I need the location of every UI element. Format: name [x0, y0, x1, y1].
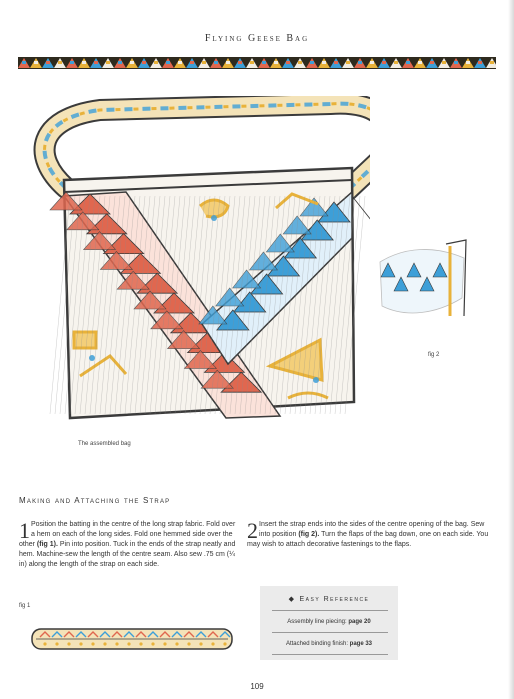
easy-reference-box — [260, 586, 398, 660]
band-block — [46, 61, 50, 64]
band-block — [466, 61, 470, 64]
strap-dot — [67, 642, 70, 645]
band-block — [274, 61, 278, 64]
easy-reference-title — [260, 595, 398, 603]
band-block — [250, 61, 254, 64]
fig1-strap-illustration — [28, 624, 238, 654]
band-block — [190, 61, 194, 64]
band-block — [70, 61, 74, 64]
band-block — [358, 61, 362, 64]
assembled-bag-illustration — [30, 96, 370, 426]
band-block — [478, 61, 482, 64]
band-block — [346, 61, 350, 64]
band-block — [334, 61, 338, 64]
step-1-fig-ref: (fig 1). — [36, 541, 58, 548]
strap-dot — [103, 642, 106, 645]
band-block — [142, 61, 146, 64]
strap-dot — [199, 642, 202, 645]
step-1-number: 1 — [19, 518, 30, 543]
band-block — [58, 61, 62, 64]
step-1-text-b: Pin into position. Tuck in the ends of the strap neatly and hem. Machine-sew the length of the centre seam. Also sew .75 cm (¼ in) along the length of the strap on each side. — [19, 541, 236, 568]
band-block — [202, 61, 206, 64]
band-block — [370, 61, 374, 64]
strap-dot — [91, 642, 94, 645]
reference-item-label: Attached binding finish: — [285, 641, 350, 647]
band-block — [34, 61, 38, 64]
strap-dot — [139, 642, 142, 645]
band-block — [154, 61, 158, 64]
band-block — [166, 61, 170, 64]
band-block — [298, 61, 302, 64]
page-number: 109 — [250, 682, 264, 691]
band-block — [454, 61, 458, 64]
step-1-paragraph — [19, 520, 241, 570]
band-block — [322, 61, 326, 64]
band-block — [178, 61, 182, 64]
band-block — [238, 61, 242, 64]
strap-dot — [127, 642, 130, 645]
band-block — [106, 61, 110, 64]
strap-dot — [115, 642, 118, 645]
band-block — [94, 61, 98, 64]
band-block — [490, 61, 494, 64]
band-block — [418, 61, 422, 64]
band-block — [310, 61, 314, 64]
strap-dot — [175, 642, 178, 645]
band-block — [262, 61, 266, 64]
band-block — [82, 61, 86, 64]
divider — [272, 654, 388, 655]
divider — [272, 632, 388, 633]
bag-caption: The assembled bag — [78, 441, 131, 447]
fig2-leader-line — [352, 196, 370, 254]
fig1-label: fig 1 — [19, 603, 31, 609]
reference-item — [260, 641, 398, 647]
strap-dot — [187, 642, 190, 645]
strap-dot — [55, 642, 58, 645]
strap-dot — [79, 642, 82, 645]
step-1-text-a: Position the batting in the centre of the long strap fabric. Fold over a hem on each of the long sides. Fold one hemmed side over the other — [19, 521, 236, 548]
reference-item-page: page 20 — [348, 619, 371, 625]
band-block — [442, 61, 446, 64]
band-block — [430, 61, 434, 64]
band-block — [226, 61, 230, 64]
fig2-detail-illustration — [376, 236, 468, 322]
band-block — [214, 61, 218, 64]
strap-dot — [211, 642, 214, 645]
band-block — [286, 61, 290, 64]
step-2-text-a: Insert the strap ends into the sides of the centre opening of the bag. Sew into position — [259, 521, 485, 538]
running-header: Flying Geese Bag — [204, 33, 310, 44]
diamond-icon: ◆ — [288, 596, 296, 603]
reference-item-page: page 33 — [349, 641, 373, 647]
section-heading: Making and Attaching the Strap — [19, 496, 171, 505]
fig2-label: fig 2 — [428, 352, 440, 358]
strap-dot — [223, 642, 226, 645]
easy-reference-title-text: Easy Reference — [299, 596, 370, 603]
page-edge-shadow — [508, 0, 514, 699]
band-block — [22, 61, 26, 64]
step-2-fig-ref: (fig 2). — [298, 531, 320, 538]
reference-item — [260, 619, 398, 625]
band-block — [406, 61, 410, 64]
step-2-number: 2 — [247, 518, 258, 543]
band-block — [382, 61, 386, 64]
step-2-paragraph — [247, 520, 491, 550]
divider — [272, 610, 388, 611]
reference-item-label: Assembly line piecing: — [287, 619, 349, 625]
strap-dot — [43, 642, 46, 645]
band-block — [394, 61, 398, 64]
decorative-band — [18, 57, 496, 69]
strap-dot — [151, 642, 154, 645]
strap-dot — [163, 642, 166, 645]
step-2-text-b: Turn the flaps of the bag down, one on each side. You may wish to attach decorative fastenings to the flaps. — [247, 531, 489, 548]
band-block — [130, 61, 134, 64]
band-block — [118, 61, 122, 64]
